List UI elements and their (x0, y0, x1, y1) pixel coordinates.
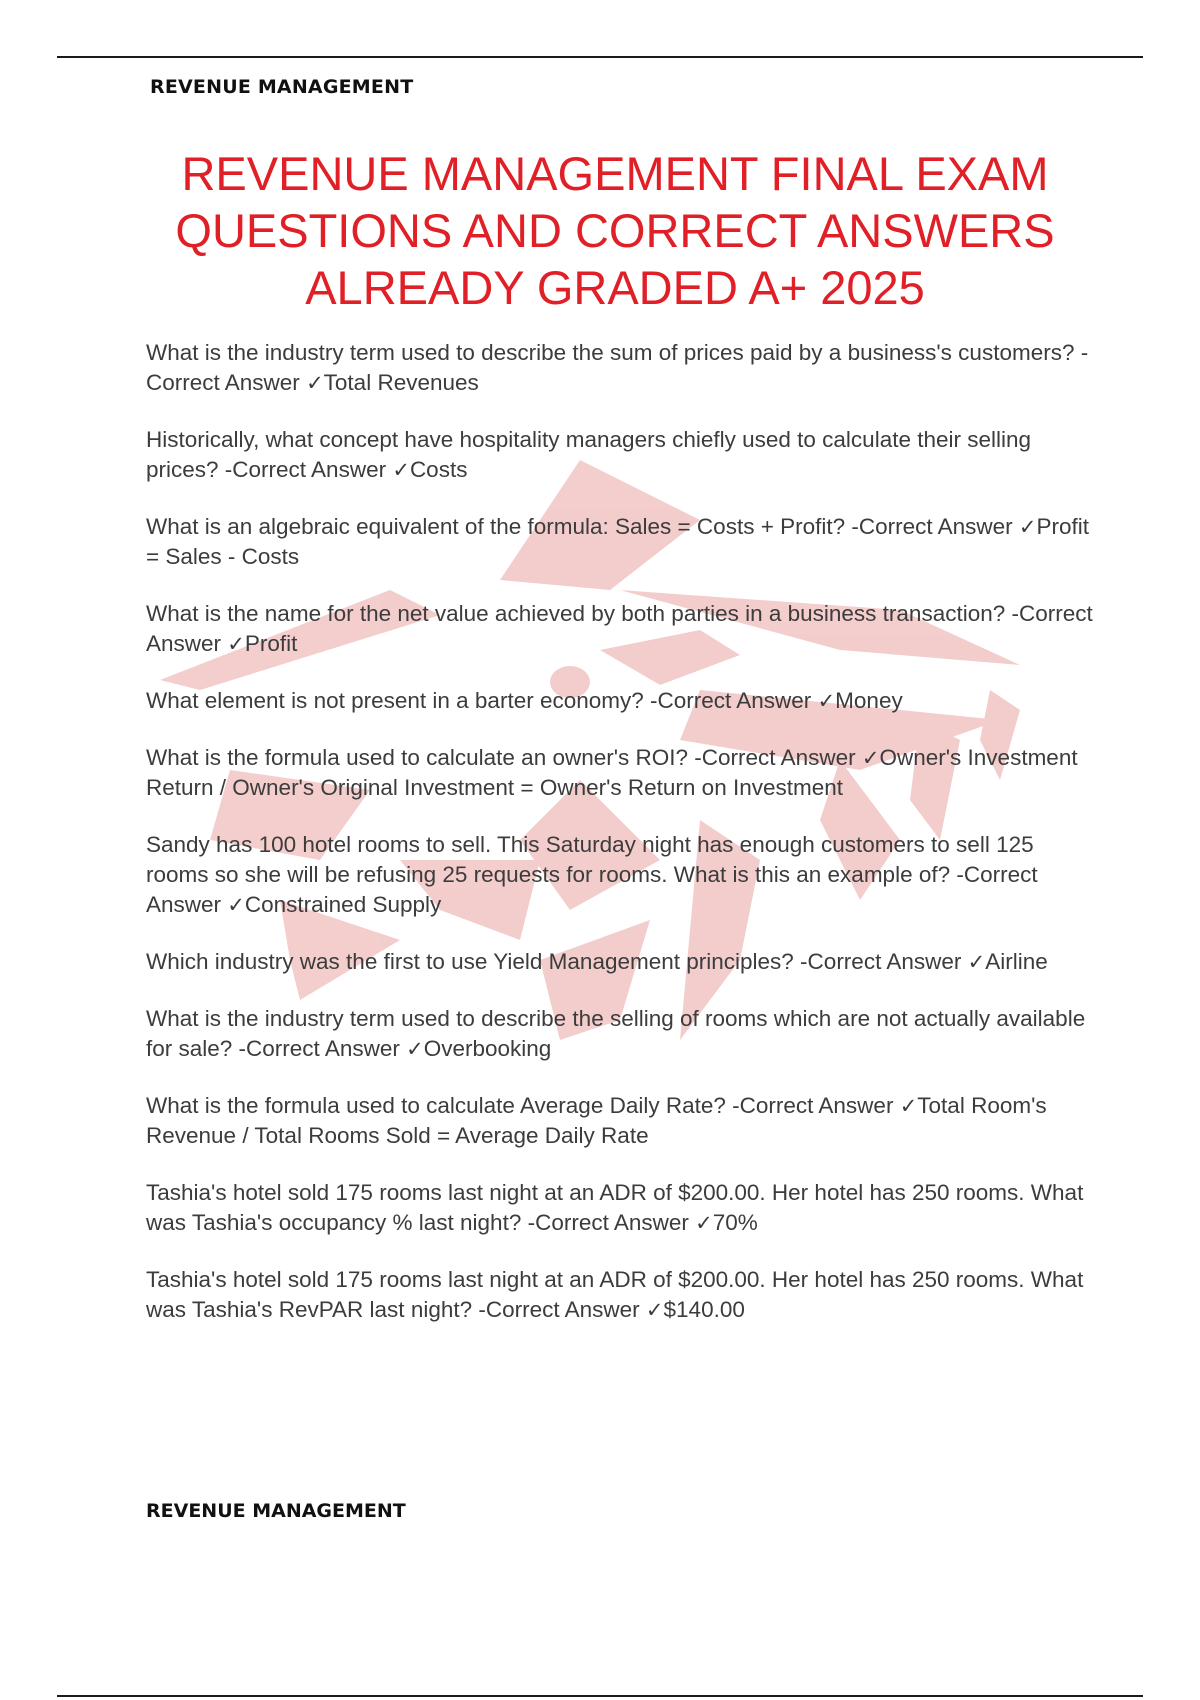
checkmark-icon: ✓ (306, 371, 324, 395)
question-text: Tashia's hotel sold 175 rooms last night at an ADR of $200.00. Her hotel has 250 rooms. What was Tashia's occupancy % last night? -Correct Answer (146, 1180, 1084, 1235)
answer-text: Profit = Sales - Costs (146, 514, 1090, 569)
title-line: REVENUE MANAGEMENT FINAL EXAM (181, 147, 1049, 200)
checkmark-icon: ✓ (645, 1298, 664, 1322)
question-text: Which industry was the first to use Yield Management principles? -Correct Answer (146, 949, 968, 974)
answer-text: Owner's Investment Return / Owner's Original Investment = Owner's Return on Investment (146, 745, 1078, 800)
answer-text: Airline (985, 949, 1048, 974)
qa-item (146, 338, 1096, 398)
question-text: Historically, what concept have hospitality managers chiefly used to calculate their selling prices? -Correct Answer (146, 427, 1032, 482)
title-line: ALREADY GRADED A+ 2025 (305, 261, 925, 314)
checkmark-icon: ✓ (1018, 515, 1037, 539)
qa-item (146, 1004, 1096, 1064)
qa-item (146, 1178, 1096, 1238)
question-text: Tashia's hotel sold 175 rooms last night at an ADR of $200.00. Her hotel has 250 rooms. What was Tashia's RevPAR last night? -Correct Answer (146, 1267, 1084, 1322)
question-text: What element is not present in a barter economy? -Correct Answer (146, 688, 818, 713)
qa-item (146, 1091, 1096, 1151)
answer-text: Costs (409, 457, 468, 482)
question-text: What is the name for the net value achieved by both parties in a business transaction? -Correct Answer (146, 601, 1093, 656)
title-line: QUESTIONS AND CORRECT ANSWERS (175, 204, 1055, 257)
bottom-rule (57, 1695, 1143, 1697)
question-text: What is an algebraic equivalent of the formula: Sales = Costs + Profit? -Correct Answer (146, 514, 1019, 539)
question-answer-list (146, 338, 1096, 1352)
question-text: What is the formula used to calculate an owner's ROI? -Correct Answer (146, 745, 862, 770)
answer-text: Money (835, 688, 903, 713)
checkmark-icon: ✓ (227, 632, 245, 656)
running-footer: REVENUE MANAGEMENT (146, 1500, 406, 1522)
qa-item (146, 425, 1096, 485)
question-text: What is the industry term used to describe the selling of rooms which are not actually available for sale? -Correct Answer (146, 1006, 1086, 1061)
qa-item (146, 743, 1096, 803)
answer-text: Overbooking (423, 1036, 552, 1061)
checkmark-icon: ✓ (406, 1037, 424, 1061)
qa-item (146, 512, 1096, 572)
checkmark-icon: ✓ (695, 1211, 713, 1235)
checkmark-icon: ✓ (861, 746, 880, 770)
question-text: What is the industry term used to describe the sum of prices paid by a business's customers? -Correct Answer (146, 340, 1089, 395)
answer-text: Total Revenues (323, 370, 479, 395)
answer-text: Constrained Supply (244, 892, 442, 917)
answer-text: Profit (244, 631, 298, 656)
qa-item (146, 686, 1096, 716)
running-header: REVENUE MANAGEMENT (150, 76, 414, 98)
checkmark-icon: ✓ (392, 458, 410, 482)
qa-item (146, 830, 1096, 920)
document-title (120, 145, 1110, 316)
qa-item (146, 599, 1096, 659)
answer-text: Total Room's Revenue / Total Rooms Sold = Average Daily Rate (146, 1093, 1047, 1148)
top-rule (57, 56, 1143, 58)
question-text: What is the formula used to calculate Average Daily Rate? -Correct Answer (146, 1093, 900, 1118)
checkmark-icon: ✓ (227, 893, 245, 917)
qa-item (146, 947, 1096, 977)
answer-text: $140.00 (663, 1297, 745, 1322)
qa-item (146, 1265, 1096, 1325)
checkmark-icon: ✓ (967, 950, 986, 974)
question-text: Sandy has 100 hotel rooms to sell. This Saturday night has enough customers to sell 125 rooms so she will be refusing 25 requests for rooms. What is this an example of? -Correct Answer (146, 832, 1038, 917)
checkmark-icon: ✓ (817, 689, 836, 713)
answer-text: 70% (712, 1210, 758, 1235)
checkmark-icon: ✓ (899, 1094, 918, 1118)
